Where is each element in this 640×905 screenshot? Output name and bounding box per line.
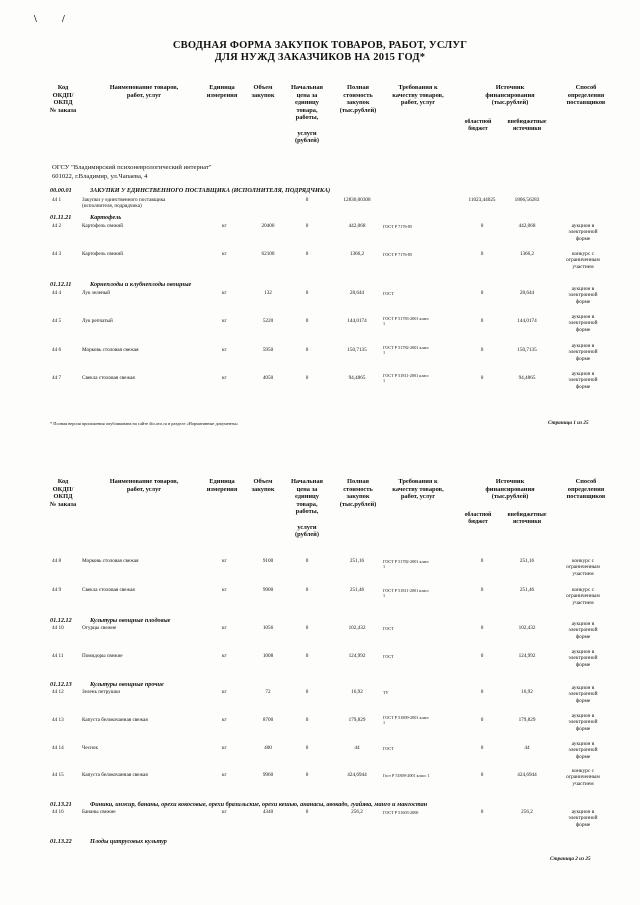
row-price: 0: [305, 197, 309, 203]
row-name: Лук репчатый: [82, 318, 113, 324]
header-price: Начальная цена за единицу товара, работы, услуги (рублей): [290, 478, 324, 539]
header-full-cost: Полная стоимость закупок (тыс.рублей): [339, 478, 377, 508]
row-code: 44 10: [52, 625, 64, 631]
row-regional: 0: [480, 558, 484, 564]
row-price: 0: [305, 558, 309, 564]
row-full-cost: 12830,00308: [343, 197, 371, 203]
row-price: 0: [305, 251, 309, 257]
row-method: конкурс с ограниченным участием: [566, 251, 600, 270]
organization-address: 601022, г.Владимир, ул.Чапаева, 4: [52, 173, 148, 180]
table-row: [0, 621, 640, 651]
table-row: [0, 197, 640, 213]
category-code: 01.13.22: [50, 838, 72, 845]
row-price: 0: [305, 625, 309, 631]
page-number-1: Страница 1 из 25: [548, 420, 589, 426]
row-unit: кг: [222, 689, 227, 695]
row-name: Капуста белокочанная свежая: [82, 772, 148, 778]
row-volume: 4340: [262, 809, 274, 815]
row-method: аукцион в электронной форме: [568, 286, 598, 305]
row-name: Чеснок: [82, 745, 98, 751]
row-full-cost: 94,4865: [348, 375, 366, 381]
row-regional: 0: [480, 375, 484, 381]
category-label: Финики, инжир, бананы, орехи кокосовые, орехи бразильские, орехи кешью, ананасы, авокадо, гуайява, манго и мангостан: [90, 801, 428, 808]
row-volume: 72: [265, 689, 271, 695]
table-row: [0, 741, 640, 771]
row-extrabudget: 28,644: [519, 290, 535, 296]
row-requirements: Гост Р 51809-2001 класс 1: [383, 773, 430, 778]
row-requirements: ГОСТ Р 51783-2001 класс 1: [383, 316, 430, 327]
row-name: Морковь столовая свежая: [82, 558, 139, 564]
row-extrabudget: 424,6944: [517, 772, 537, 778]
row-unit: кг: [222, 717, 227, 723]
table-row: [0, 371, 640, 401]
category-label: Картофель: [90, 214, 122, 221]
row-code: 44 16: [52, 809, 64, 815]
row-unit: кг: [222, 290, 227, 296]
footnote: * Полная версия приложения опубликована на сайте dio.avo.ru в разделе «Нормативные документы»: [50, 421, 239, 426]
category-code: 01.12.13: [50, 681, 72, 688]
row-regional: 0: [480, 587, 484, 593]
category-label: Корнеплоды и клубнеплоды овощные: [90, 281, 192, 288]
header-financing: Источник финансирования (тыс.рублей): [485, 478, 535, 501]
header-method: Способ определения поставщиков: [566, 84, 606, 107]
category-01-11-21: [50, 214, 121, 221]
row-price: 0: [305, 290, 309, 296]
row-volume: 1008: [262, 653, 274, 659]
header-code: Код ОКДП/ ОКПД № заказа: [49, 478, 77, 508]
row-full-cost: 179,829: [348, 717, 366, 723]
row-unit: кг: [222, 587, 227, 593]
row-volume: 9100: [262, 558, 274, 564]
row-method: аукцион в электронной форме: [568, 223, 598, 242]
document-title-line2: ДЛЯ НУЖД ЗАКАЗЧИКОВ НА 2015 ГОД*: [214, 52, 426, 63]
category-code: 01.12.11: [50, 281, 72, 288]
row-requirements: ГОСТ Р 51811-2001 класс 1: [383, 373, 429, 384]
table-row: [0, 314, 640, 344]
row-name: Картофель свежий: [82, 223, 124, 229]
row-unit: кг: [222, 809, 227, 815]
row-requirements: ГОСТ: [383, 746, 394, 751]
row-method: аукцион в электронной форме: [568, 713, 598, 732]
header-financing-regional: областной бюджет: [464, 119, 492, 132]
category-01-12-12: [50, 617, 170, 624]
row-method: аукцион в электронной форме: [568, 741, 598, 760]
category-01-13-22: [50, 838, 167, 845]
category-01-12-13: [50, 681, 164, 688]
document-title-line1: СВОДНАЯ ФОРМА ЗАКУПОК ТОВАРОВ, РАБОТ, УСЛУГ: [172, 40, 468, 51]
table-row: [0, 286, 640, 316]
row-regional: 0: [480, 223, 484, 229]
table-row: [0, 343, 640, 373]
table-row: [0, 558, 640, 584]
row-regional: 0: [480, 745, 484, 751]
table-row: [0, 223, 640, 251]
row-unit: кг: [222, 375, 227, 381]
row-requirements: ГОСТ: [383, 291, 394, 296]
row-regional: 11023,44025: [468, 197, 496, 203]
row-volume: 400: [264, 745, 272, 751]
row-code: 44 6: [52, 347, 62, 353]
table-row: [0, 685, 640, 715]
row-extrabudget: 102,432: [518, 625, 536, 631]
row-requirements: ГОСТ Р 7176-85: [383, 224, 413, 229]
row-requirements: ГОСТ Р 51811-2001 класс 1: [383, 588, 429, 599]
row-volume: 9960: [262, 772, 274, 778]
row-method: аукцион в электронной форме: [568, 649, 598, 668]
header-volume: Объем закупок: [251, 478, 275, 493]
header-unit: Единица измерения: [206, 478, 238, 493]
row-requirements: ГОСТ Р 51809-2001 класс 1: [383, 715, 430, 726]
category-code: 00.00.01: [50, 187, 72, 194]
header-method: Способ определения поставщиков: [566, 478, 606, 501]
header-financing-extrabudget: внебюджетные источники: [507, 512, 547, 525]
row-regional: 0: [480, 251, 484, 257]
category-code: 01.13.21: [50, 801, 72, 808]
row-extrabudget: 1366,2: [519, 251, 535, 257]
row-code: 44 4: [52, 290, 62, 296]
row-full-cost: 44: [354, 745, 360, 751]
row-full-cost: 150,7135: [347, 347, 367, 353]
row-unit: кг: [222, 558, 227, 564]
row-extrabudget: 442,068: [518, 223, 536, 229]
row-method: конкурс с ограниченным участием: [566, 587, 600, 606]
table-row: [0, 649, 640, 679]
row-unit: кг: [222, 318, 227, 324]
row-code: 44 14: [52, 745, 64, 751]
row-extrabudget: 124,992: [518, 653, 536, 659]
header-requirements: Требования к качеству товаров, работ, услуг: [392, 478, 444, 501]
row-regional: 0: [480, 347, 484, 353]
table-row: [0, 809, 640, 833]
scan-mark-right: /: [62, 14, 65, 25]
row-volume: 132: [264, 290, 272, 296]
row-full-cost: 251,46: [349, 587, 365, 593]
header-name: Наименование товаров, работ, услуг: [109, 478, 179, 493]
header-code: Код ОКДП/ ОКПД № заказа: [49, 84, 77, 114]
row-name: Капуста белокочанная свежая: [82, 717, 148, 723]
row-price: 0: [305, 223, 309, 229]
header-financing: Источник финансирования (тыс.рублей): [485, 84, 535, 107]
category-code: 01.12.12: [50, 617, 72, 624]
row-regional: 0: [480, 809, 484, 815]
row-extrabudget: 251,16: [519, 558, 535, 564]
row-full-cost: 102,432: [348, 625, 366, 631]
row-name: Помидоры свежие: [82, 653, 123, 659]
row-unit: кг: [222, 251, 227, 257]
header-name: Наименование товаров, работ, услуг: [109, 84, 179, 99]
row-name: Огурцы свежие: [82, 625, 117, 631]
table-row: [0, 713, 640, 743]
row-unit: кг: [222, 625, 227, 631]
row-extrabudget: 16,92: [521, 689, 533, 695]
row-method: конкурс с ограниченным участием: [566, 768, 600, 787]
header-requirements: Требования к качеству товаров, работ, услуг: [392, 84, 444, 107]
row-name: Лук зеленый: [82, 290, 111, 296]
row-code: 44 5: [52, 318, 62, 324]
row-requirements: ГОСТ Р 51782-2001 класс 1: [383, 559, 430, 570]
row-price: 0: [305, 809, 309, 815]
row-price: 0: [305, 745, 309, 751]
row-regional: 0: [480, 653, 484, 659]
row-full-cost: 144,0174: [347, 318, 367, 324]
row-name: Свекла столовая свежая: [82, 375, 135, 381]
row-extrabudget: 94,4865: [518, 375, 536, 381]
row-price: 0: [305, 689, 309, 695]
row-price: 0: [305, 717, 309, 723]
row-requirements: ГОСТ: [383, 626, 394, 631]
row-regional: 0: [480, 689, 484, 695]
row-requirements: ГОСТ Р 51603-2000: [383, 810, 419, 815]
row-extrabudget: 144,0174: [517, 318, 537, 324]
row-unit: кг: [222, 347, 227, 353]
row-price: 0: [305, 375, 309, 381]
row-regional: 0: [480, 717, 484, 723]
row-method: аукцион в электронной форме: [568, 371, 598, 390]
row-regional: 0: [480, 772, 484, 778]
row-code: 44 2: [52, 223, 62, 229]
row-volume: 4050: [262, 375, 274, 381]
row-full-cost: 16,92: [351, 689, 363, 695]
row-unit: кг: [222, 653, 227, 659]
row-regional: 0: [480, 290, 484, 296]
row-extrabudget: 179,829: [518, 717, 536, 723]
row-code: 44 15: [52, 772, 64, 778]
row-volume: 62100: [261, 251, 275, 257]
category-label: ЗАКУПКИ У ЕДИНСТВЕННОГО ПОСТАВЩИКА (ИСПОЛНИТЕЛЯ, ПОДРЯДЧИКА): [90, 187, 331, 194]
row-price: 0: [305, 587, 309, 593]
row-name: Бананы свежие: [82, 809, 116, 815]
row-unit: кг: [222, 223, 227, 229]
row-volume: 9900: [262, 587, 274, 593]
table-row: [0, 768, 640, 798]
category-01-13-21: [50, 801, 610, 808]
row-unit: кг: [222, 772, 227, 778]
row-regional: 0: [480, 625, 484, 631]
row-requirements: ТУ: [383, 690, 389, 695]
header-financing-extrabudget: внебюджетные источники: [507, 119, 547, 132]
row-method: аукцион в электронной форме: [568, 314, 598, 333]
row-requirements: ГОСТ Р 51782-2001 класс 1: [383, 345, 430, 356]
row-code: 44 12: [52, 689, 64, 695]
row-regional: 0: [480, 318, 484, 324]
row-code: 44 3: [52, 251, 62, 257]
row-volume: 1056: [262, 625, 274, 631]
header-volume: Объем закупок: [251, 84, 275, 99]
category-00-00-01: [50, 187, 330, 194]
row-full-cost: 256,2: [351, 809, 363, 815]
row-full-cost: 251,16: [349, 558, 365, 564]
row-method: конкурс с ограниченным участием: [566, 558, 600, 577]
row-name: Свекла столовая свежая: [82, 587, 135, 593]
row-name: Зелень петрушки: [82, 689, 121, 695]
category-01-12-11: [50, 281, 191, 288]
row-price: 0: [305, 347, 309, 353]
row-method: аукцион в электронной форме: [568, 343, 598, 362]
row-extrabudget: 1806,56283: [514, 197, 540, 203]
row-requirements: ГОСТ Р 7176-85: [383, 252, 413, 257]
table-row: [0, 587, 640, 613]
row-extrabudget: 44: [524, 745, 530, 751]
row-price: 0: [305, 318, 309, 324]
row-name: Картофель свежий: [82, 251, 124, 257]
row-method: аукцион в электронной форме: [568, 685, 598, 704]
row-extrabudget: 256,2: [521, 809, 533, 815]
organization-name: ОГСУ "Владимирский психоневрологический интернат": [52, 164, 212, 171]
row-code: 44 1: [52, 197, 62, 203]
row-volume: 20400: [261, 223, 275, 229]
row-price: 0: [305, 653, 309, 659]
row-code: 44 9: [52, 587, 62, 593]
scan-mark-left: \: [34, 14, 37, 25]
header-full-cost: Полная стоимость закупок (тыс.рублей): [339, 84, 377, 114]
header-price: Начальная цена за единицу товара, работы, услуги (рублей): [290, 84, 324, 145]
category-label: Плоды цитрусовых культур: [90, 838, 167, 845]
row-code: 44 13: [52, 717, 64, 723]
row-full-cost: 1366,2: [349, 251, 365, 257]
row-method: аукцион в электронной форме: [568, 809, 598, 828]
row-full-cost: 424,6944: [347, 772, 367, 778]
row-code: 44 7: [52, 375, 62, 381]
row-extrabudget: 150,7135: [517, 347, 537, 353]
row-full-cost: 28,644: [349, 290, 365, 296]
row-volume: 5220: [262, 318, 274, 324]
row-method: аукцион в электронной форме: [568, 621, 598, 640]
row-full-cost: 124,992: [348, 653, 366, 659]
row-code: 44 8: [52, 558, 62, 564]
row-full-cost: 442,068: [348, 223, 366, 229]
header-unit: Единица измерения: [206, 84, 238, 99]
category-code: 01.11.21: [50, 214, 72, 221]
row-extrabudget: 251,46: [519, 587, 535, 593]
row-name: Закупки у единственного поставщика (исполнителя, подрядчика): [82, 197, 166, 209]
row-name: Морковь столовая свежая: [82, 347, 139, 353]
header-financing-regional: областной бюджет: [464, 512, 492, 525]
category-label: Культуры овощные прочие: [90, 681, 164, 688]
table-row: [0, 251, 640, 277]
row-requirements: ГОСТ: [383, 654, 394, 659]
row-volume: 5950: [262, 347, 274, 353]
row-code: 44 11: [52, 653, 64, 659]
category-label: Культуры овощные плодовые: [90, 617, 171, 624]
row-unit: кг: [222, 745, 227, 751]
row-price: 0: [305, 772, 309, 778]
page-number-2: Страница 2 из 25: [550, 856, 591, 862]
row-volume: 8700: [262, 717, 274, 723]
